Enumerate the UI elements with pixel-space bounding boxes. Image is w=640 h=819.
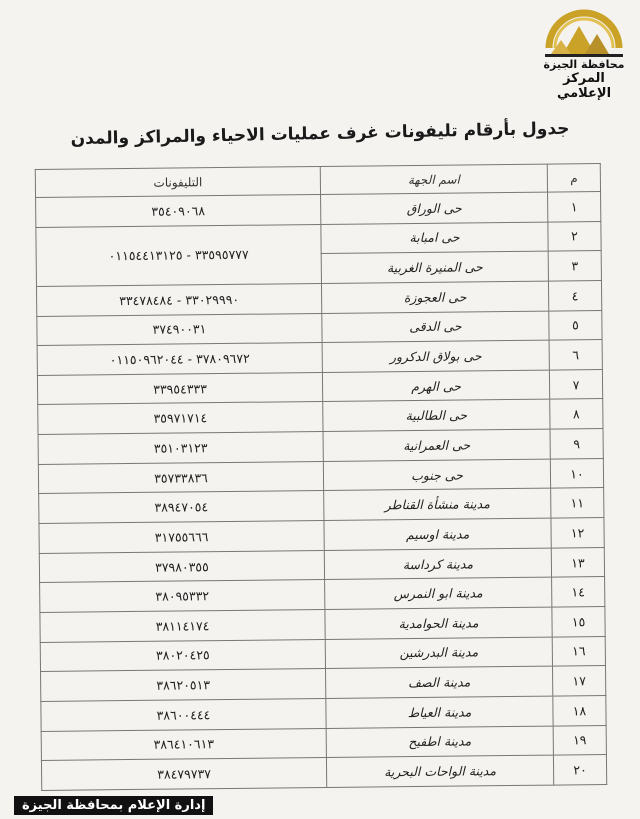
row-name: حى العمرانية xyxy=(323,429,550,461)
row-num: ١٩ xyxy=(553,725,606,755)
row-name: مدينة اوسيم xyxy=(324,518,551,550)
row-num: ٦ xyxy=(549,340,602,370)
row-num: ١٠ xyxy=(550,458,603,488)
row-num: ١٢ xyxy=(551,518,604,548)
row-phone: ٣٨٦٠٠٤٤٤ xyxy=(41,698,326,731)
row-name: حى الهرم xyxy=(322,370,549,402)
logo-line-1: محافظة الجيزة xyxy=(543,58,625,71)
row-phone: ٣٥٧٣٣٨٣٦ xyxy=(38,461,323,494)
row-phone: ٣٨٦٤١٠٦١٣ xyxy=(41,728,326,761)
row-num: ٤ xyxy=(548,280,601,310)
table-row xyxy=(41,755,606,791)
row-num: ٨ xyxy=(550,399,603,429)
row-num: ١٣ xyxy=(551,547,604,577)
row-name: مدينة كرداسة xyxy=(324,548,551,580)
row-name: مدينة العياط xyxy=(326,696,553,728)
row-name: حى الدقى xyxy=(322,311,549,343)
row-name: مدينة الحوامدية xyxy=(325,607,552,639)
row-phone: ٣٧٩٨٠٣٥٥ xyxy=(39,550,324,583)
row-name: حى الطالبية xyxy=(323,400,550,432)
row-phone: ٣٨١١٤١٧٤ xyxy=(40,609,325,642)
row-name: مدينة الصف xyxy=(326,666,553,698)
row-phone: ٣٥١٠٣١٢٣ xyxy=(38,432,323,465)
row-name: مدينة البدرشين xyxy=(325,637,552,669)
row-phone: ٣٥٩٧١٧١٤ xyxy=(38,402,323,435)
row-name: حى جنوب xyxy=(323,459,550,491)
row-phone: ٣٣٩٥٤٣٣٣ xyxy=(37,372,322,405)
row-phone: ٣٨٩٤٧٠٥٤ xyxy=(39,491,324,524)
row-name: حى امبابة xyxy=(321,222,548,254)
row-phone: ٣٨٦٢٠٥١٣ xyxy=(41,669,326,702)
row-num: ١ xyxy=(548,192,601,222)
row-num: ٢ xyxy=(548,221,601,251)
row-phone: ٣٧٤٩٠٠٣١ xyxy=(37,313,322,346)
logo-line-2: المركز الإعلامي xyxy=(556,71,612,101)
row-phone: ٣٨٠٩٥٣٣٢ xyxy=(40,580,325,613)
row-num: ٩ xyxy=(550,429,603,459)
row-num: ٥ xyxy=(549,310,602,340)
row-phone: ٣٧٨٠٩٦٧٢ - ٠١١٥٠٩٦٢٠٤٤ xyxy=(37,343,322,376)
row-num: ٧ xyxy=(549,369,602,399)
row-name: حى العجوزة xyxy=(321,281,548,313)
row-phone-merged: ٣٣٥٩٥٧٧٧ - ٠١١٥٤٤١٣١٢٥ xyxy=(36,224,322,286)
row-name: مدينة منشأة القناطر xyxy=(324,489,551,521)
row-num: ٢٠ xyxy=(553,755,606,785)
row-name: مدينة الواحات البحرية xyxy=(326,755,553,787)
page-title: جدول بأرقام تليفونات غرف عمليات الاحياء والمراكز والمدن xyxy=(70,118,570,150)
row-num: ١٧ xyxy=(552,666,605,696)
row-phone: ٣١٧٥٥٦٦٦ xyxy=(39,521,324,554)
row-phone: ٣٣٠٢٩٩٩٠ - ٣٣٤٧٨٤٨٤ xyxy=(36,283,321,316)
row-phone: ٣٥٤٠٩٠٦٨ xyxy=(36,194,321,227)
header-phone: التليفونات xyxy=(35,166,320,197)
row-phone: ٣٨٤٧٩٧٣٧ xyxy=(41,758,326,791)
header-name: اسم الجهة xyxy=(320,164,547,194)
row-name: حى بولاق الدكرور xyxy=(322,340,549,372)
pyramids-sun-icon xyxy=(541,4,627,60)
row-num: ١٦ xyxy=(552,636,605,666)
row-name: مدينة اطفيح xyxy=(326,726,553,758)
row-num: ٣ xyxy=(548,251,601,281)
footer-caption: إدارة الإعلام بمحافظة الجيزة xyxy=(14,796,213,815)
row-name: حى الوراق xyxy=(321,192,548,224)
row-num: ١٨ xyxy=(553,695,606,725)
row-num: ١١ xyxy=(551,488,604,518)
header-num: م xyxy=(547,164,600,193)
row-num: ١٥ xyxy=(552,607,605,637)
row-phone: ٣٨٠٢٠٤٢٥ xyxy=(40,639,325,672)
row-num: ١٤ xyxy=(552,577,605,607)
phone-table xyxy=(35,163,607,791)
row-name: حى المنيرة الغربية xyxy=(321,251,548,283)
row-name: مدينة ابو النمرس xyxy=(325,577,552,609)
media-center-logo xyxy=(536,4,632,100)
